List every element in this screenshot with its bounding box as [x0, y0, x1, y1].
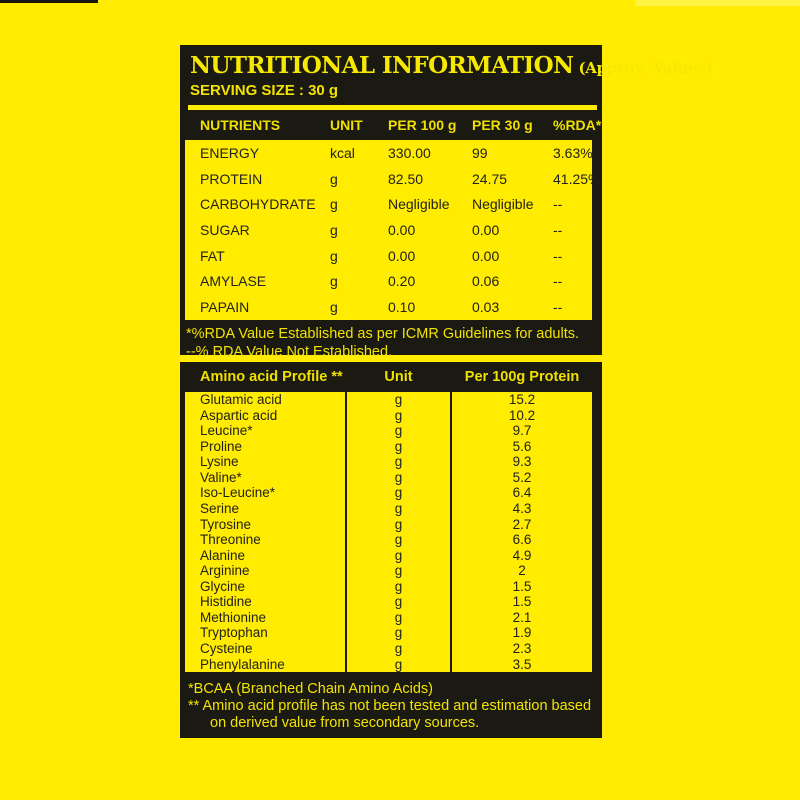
nutrient-rda: --: [553, 222, 563, 239]
column-header-nutrients: NUTRIENTS: [200, 117, 281, 133]
table-row: [185, 501, 592, 517]
nutrient-name: PAPAIN: [200, 299, 250, 316]
nutrient-unit: g: [330, 247, 338, 264]
amino-acid-value: 6.6: [512, 532, 532, 548]
amino-acid-panel: [180, 362, 602, 738]
amino-acid-name: Glutamic acid: [200, 392, 282, 408]
amino-footnotes: [180, 672, 602, 732]
amino-acid-value: 5.2: [512, 469, 532, 485]
nutrients-table-header: [185, 110, 602, 140]
nutrient-per-30g: 24.75: [472, 170, 508, 187]
amino-footnote-line2: on derived value from secondary sources.: [210, 715, 480, 731]
amino-acid-value: 10.2: [508, 407, 536, 423]
nutrient-unit: g: [330, 196, 338, 213]
amino-acid-value: 9.7: [512, 423, 532, 439]
amino-acid-value: 9.3: [512, 454, 532, 470]
amino-table-body: [185, 392, 592, 672]
packaging-edge-mark: [0, 0, 98, 3]
packaging-highlight: [635, 0, 800, 6]
table-row: [185, 408, 592, 424]
amino-acid-unit: g: [345, 594, 452, 610]
amino-acid-unit: g: [345, 610, 452, 626]
amino-acid-unit: g: [345, 485, 452, 501]
table-row: [185, 517, 592, 533]
amino-acid-unit: g: [345, 579, 452, 595]
amino-acid-value: 2: [518, 563, 526, 579]
amino-acid-name: Alanine: [200, 547, 246, 563]
amino-acid-name: Histidine: [200, 594, 252, 610]
amino-acid-unit: g: [345, 501, 452, 517]
nutrient-name: CARBOHYDRATE: [200, 196, 316, 213]
amino-acid-name: Lysine: [200, 454, 239, 470]
amino-acid-unit: g: [345, 439, 452, 455]
amino-acid-name: Phenylalanine: [200, 656, 285, 672]
nutrient-unit: g: [330, 299, 338, 316]
amino-acid-unit: g: [345, 625, 452, 641]
nutrient-unit: kcal: [330, 144, 355, 161]
nutrient-per-30g: 0.03: [472, 299, 500, 316]
page-title: NUTRITIONAL INFORMATION: [190, 52, 574, 79]
amino-acid-value: 4.3: [512, 500, 532, 516]
nutrient-rda: --: [553, 273, 563, 290]
rda-footnote-line1: *%RDA Value Established as per ICMR Guidelines for adults.: [186, 326, 580, 342]
nutrient-per-100g: 82.50: [388, 170, 424, 187]
rda-footnotes: [180, 320, 602, 361]
table-row: [185, 454, 592, 470]
nutrient-per-30g: 0.06: [472, 273, 500, 290]
column-header-amino-unit: Unit: [384, 369, 413, 385]
amino-acid-name: Arginine: [200, 563, 250, 579]
column-header-unit: UNIT: [330, 117, 363, 133]
table-row: [185, 657, 592, 673]
amino-acid-name: Glycine: [200, 578, 246, 594]
amino-acid-value: 5.6: [512, 438, 532, 454]
nutrient-rda: --: [553, 196, 563, 213]
amino-acid-value: 15.2: [508, 392, 536, 408]
nutrient-unit: g: [330, 222, 338, 239]
nutrient-per-100g: 330.00: [388, 144, 431, 161]
amino-acid-unit: g: [345, 563, 452, 579]
amino-acid-unit: g: [345, 423, 452, 439]
amino-acid-name: Threonine: [200, 532, 261, 548]
amino-acid-unit: g: [345, 548, 452, 564]
nutrient-per-30g: 99: [472, 144, 488, 161]
amino-acid-unit: g: [345, 532, 452, 548]
table-row: [185, 485, 592, 501]
nutrient-name: PROTEIN: [200, 170, 263, 187]
table-row: [185, 532, 592, 548]
rda-footnote-line2: --% RDA Value Not Established.: [186, 344, 393, 360]
nutrient-per-30g: 0.00: [472, 247, 500, 264]
column-header-per30g: PER 30 g: [472, 117, 533, 133]
amino-acid-value: 1.5: [512, 594, 532, 610]
amino-acid-value: 1.5: [512, 578, 532, 594]
column-header-per100g: PER 100 g: [388, 117, 457, 133]
nutrient-per-30g: 0.00: [472, 222, 500, 239]
amino-acid-name: Serine: [200, 500, 240, 516]
table-row: [185, 294, 592, 320]
amino-acid-value: 4.9: [512, 547, 532, 563]
table-row: [185, 269, 592, 295]
nutrient-per-100g: 0.00: [388, 247, 416, 264]
table-row: [185, 392, 592, 408]
table-row: [185, 470, 592, 486]
table-row: [185, 641, 592, 657]
amino-acid-value: 2.1: [512, 609, 532, 625]
amino-acid-name: Leucine*: [200, 423, 253, 439]
nutrient-per-30g: Negligible: [472, 196, 534, 213]
serving-size-label: SERVING SIZE : 30 g: [190, 82, 339, 99]
amino-acid-name: Iso-Leucine*: [200, 485, 276, 501]
column-header-rda: %RDA*: [553, 117, 602, 133]
column-header-amino-profile: Amino acid Profile **: [200, 369, 343, 385]
nutrient-name: AMYLASE: [200, 273, 267, 290]
amino-acid-name: Cysteine: [200, 641, 253, 657]
amino-acid-unit: g: [345, 657, 452, 673]
amino-acid-unit: g: [345, 517, 452, 533]
amino-acid-unit: g: [345, 470, 452, 486]
amino-acid-value: 2.7: [512, 516, 532, 532]
amino-acid-value: 2.3: [512, 641, 532, 657]
nutrient-per-100g: 0.10: [388, 299, 416, 316]
table-row: [185, 439, 592, 455]
nutrient-unit: g: [330, 170, 338, 187]
nutrient-name: ENERGY: [200, 144, 260, 161]
table-row: [185, 610, 592, 626]
amino-table-header: [185, 362, 592, 392]
amino-acid-name: Aspartic acid: [200, 407, 278, 423]
nutrient-rda: 41.25%: [553, 170, 601, 187]
nutrient-per-100g: Negligible: [388, 196, 450, 213]
table-row: [185, 563, 592, 579]
nutrients-table-body: [185, 140, 601, 320]
table-row: [185, 243, 592, 269]
page-title-suffix: (Approx. Values): [578, 59, 713, 77]
table-row: [185, 140, 592, 166]
amino-acid-name: Tyrosine: [200, 516, 252, 532]
table-row: [185, 191, 592, 217]
amino-acid-unit: g: [345, 641, 452, 657]
amino-acid-unit: g: [345, 392, 452, 408]
amino-acid-value: 3.5: [512, 656, 532, 672]
table-row: [185, 579, 592, 595]
amino-acid-name: Proline: [200, 438, 243, 454]
nutrient-rda: --: [553, 299, 563, 316]
column-header-per-100g-protein: Per 100g Protein: [464, 369, 580, 385]
amino-acid-unit: g: [345, 454, 452, 470]
table-row: [185, 625, 592, 641]
amino-acid-value: 1.9: [512, 625, 532, 641]
amino-acid-value: 6.4: [512, 485, 532, 501]
nutrient-per-100g: 0.00: [388, 222, 416, 239]
panel-title-row: [180, 45, 713, 79]
table-row: [185, 166, 601, 192]
nutrient-rda: 3.63%: [553, 144, 593, 161]
nutrition-panel: [180, 45, 713, 360]
nutrient-name: SUGAR: [200, 222, 250, 239]
nutrient-rda: --: [553, 247, 563, 264]
bcaa-footnote: *BCAA (Branched Chain Amino Acids): [188, 681, 434, 697]
amino-acid-unit: g: [345, 408, 452, 424]
amino-footnote-line1: ** Amino acid profile has not been tested and estimation based: [188, 698, 592, 714]
nutrient-name: FAT: [200, 247, 225, 264]
table-row: [185, 423, 592, 439]
amino-acid-name: Valine*: [200, 469, 242, 485]
nutrient-per-100g: 0.20: [388, 273, 416, 290]
table-row: [185, 594, 592, 610]
table-row: [185, 217, 592, 243]
table-row: [185, 548, 592, 564]
nutrient-unit: g: [330, 273, 338, 290]
amino-acid-name: Methionine: [200, 609, 267, 625]
amino-acid-name: Tryptophan: [200, 625, 268, 641]
